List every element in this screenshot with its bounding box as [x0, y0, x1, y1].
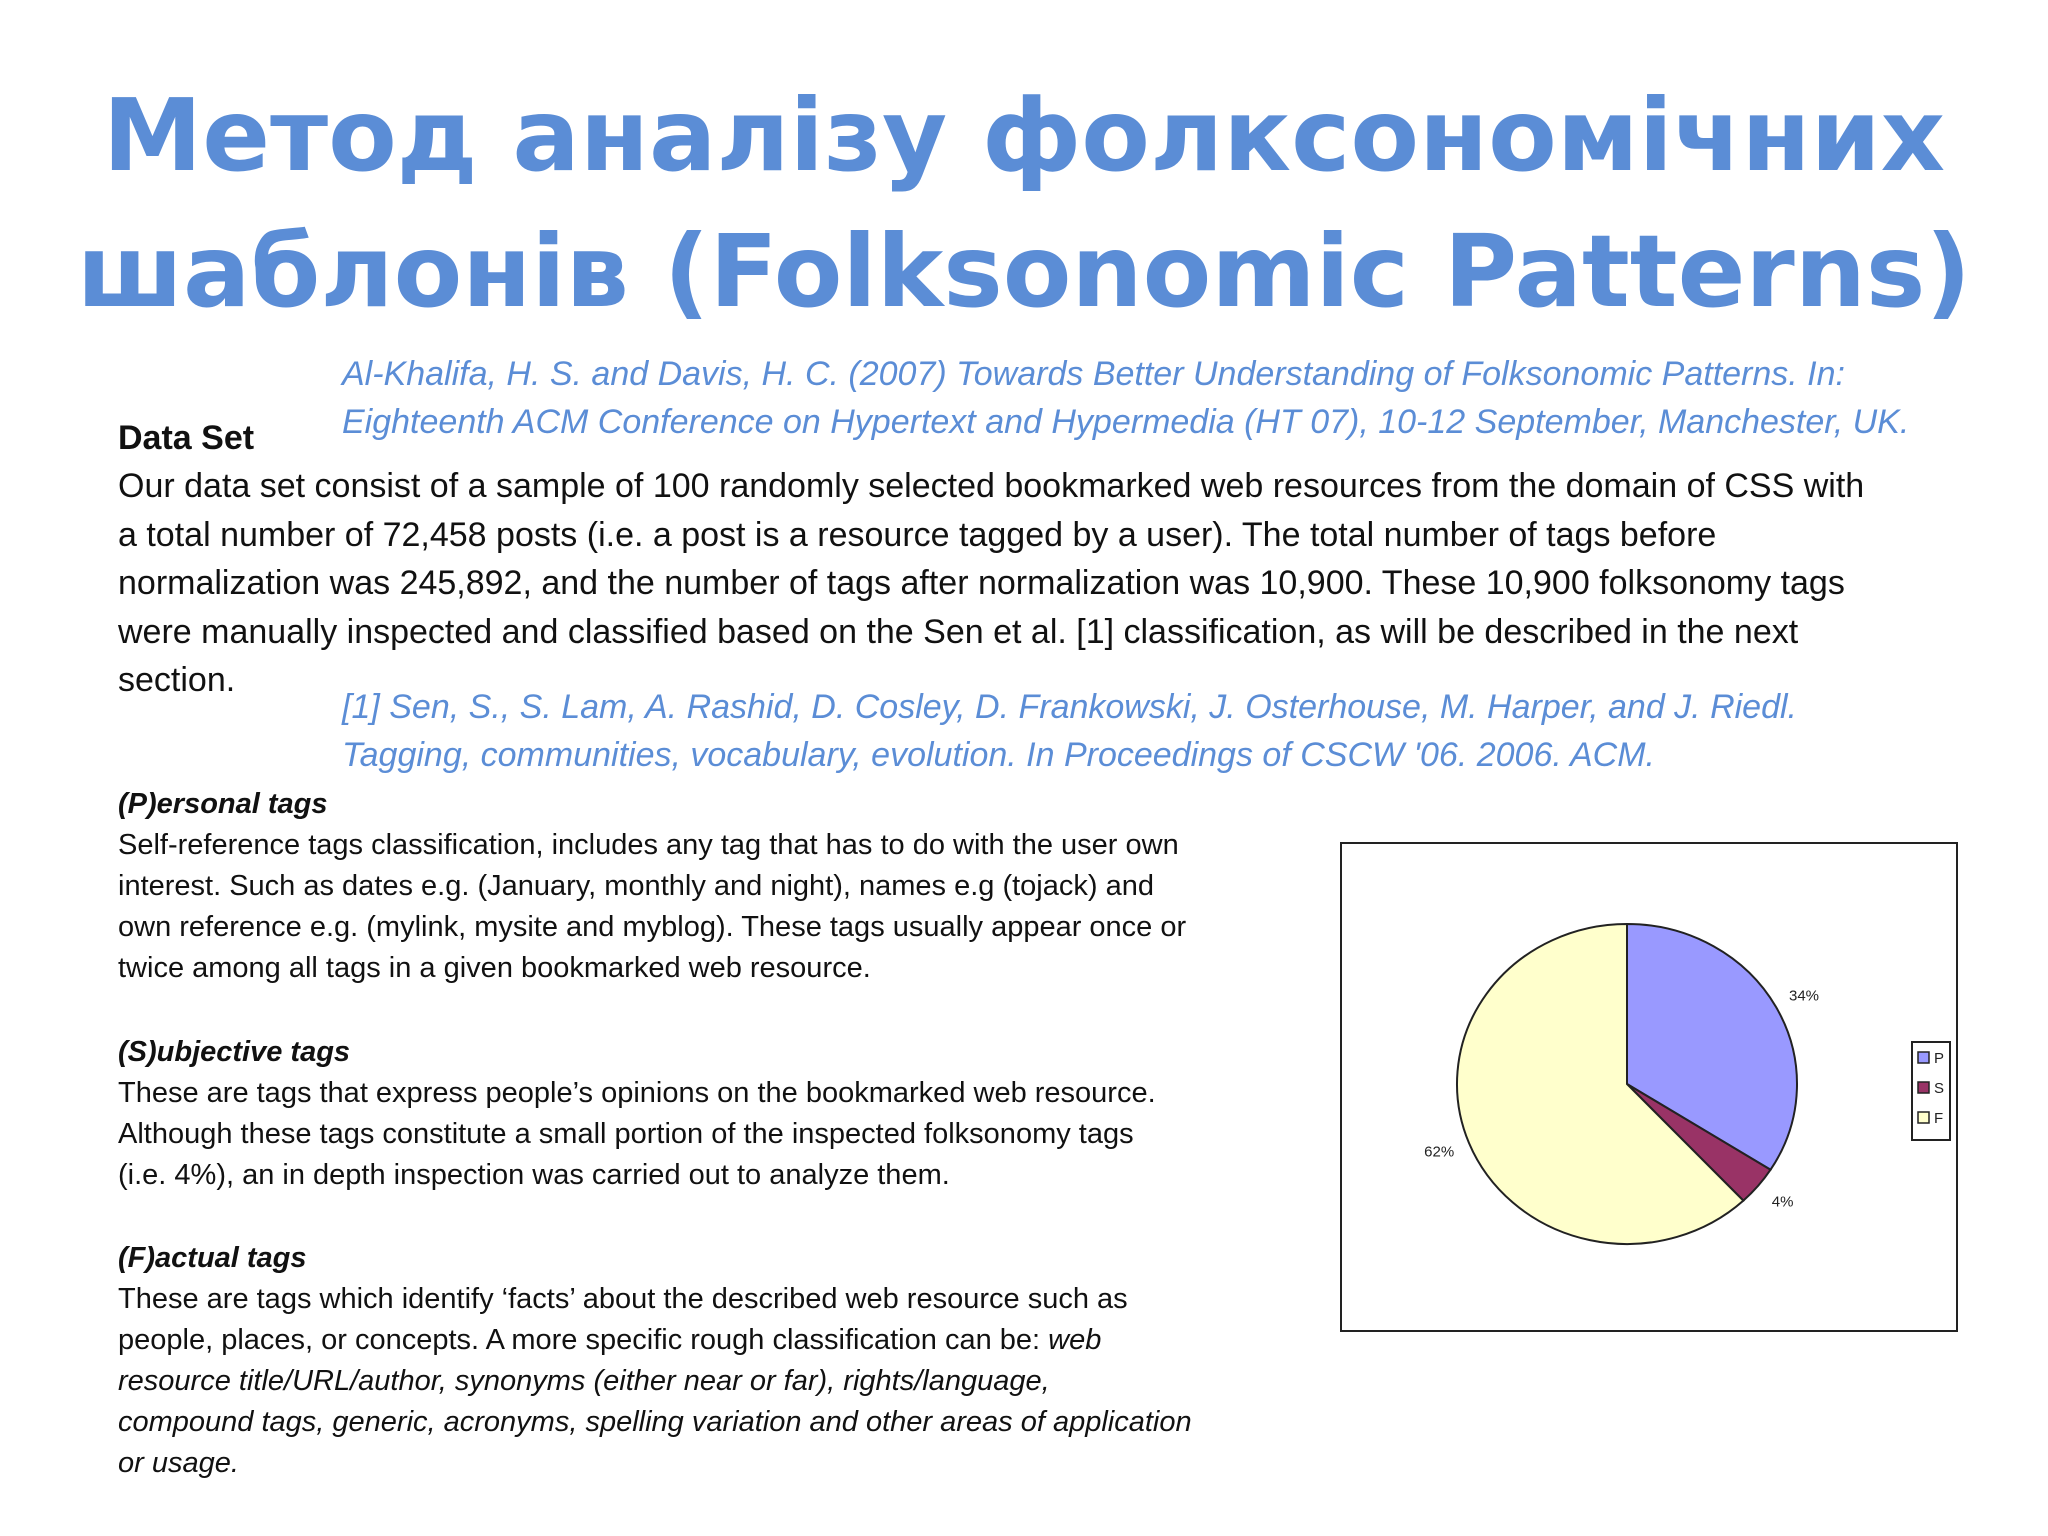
- paper-citation-line-1: Al-Khalifa, H. S. and Davis, H. C. (2007) Towards Better Understanding of Folksonomic Patterns. In:: [342, 355, 1845, 393]
- factual-tags-line-plain: people, places, or concepts. A more specific rough classification can be:: [118, 1324, 1049, 1356]
- subjective-tags-line: Although these tags constitute a small portion of the inspected folksonomy tags: [118, 1118, 1134, 1150]
- page-title: [0, 68, 2048, 340]
- pie-legend-label-s: S: [1934, 1080, 1945, 1097]
- subjective-tags-line: (i.e. 4%), an in depth inspection was carried out to analyze them.: [118, 1159, 950, 1191]
- personal-tags-heading: (P)ersonal tags: [118, 788, 328, 820]
- data-set-heading: Data Set: [118, 419, 255, 457]
- personal-tags-line: Self-reference tags classification, includes any tag that has to do with the user own: [118, 829, 1179, 861]
- pie-legend-swatch-f: [1918, 1112, 1929, 1123]
- factual-tags-line: [118, 1320, 1308, 1361]
- personal-tags-line: interest. Such as dates e.g. (January, monthly and night), names e.g (tojack) and: [118, 870, 1154, 902]
- paper-citation: [342, 350, 1909, 446]
- data-set-line: Our data set consist of a sample of 100 randomly selected bookmarked web resources from the domain of CSS with: [118, 467, 1865, 505]
- title-line-1: Метод аналізу фолксономічних: [102, 77, 1946, 194]
- data-set-paragraph: [118, 462, 2008, 705]
- pie-legend-swatch-p: [1918, 1052, 1929, 1063]
- paper-citation-line-2: Eighteenth ACM Conference on Hypertext and Hypermedia (HT 07), 10-12 September, Manchester, UK.: [342, 403, 1910, 441]
- pie-legend-swatch-s: [1918, 1082, 1929, 1093]
- factual-tags-line-italic: web: [1048, 1324, 1102, 1356]
- reference-citation: [342, 683, 1797, 779]
- subjective-tags-section: [118, 1032, 1308, 1196]
- personal-tags-line: own reference e.g. (mylink, mysite and myblog). These tags usually appear once or: [118, 911, 1187, 943]
- factual-tags-line: These are tags which identify ‘facts’ about the described web resource such as: [118, 1283, 1128, 1315]
- pie-legend-label-p: P: [1934, 1050, 1945, 1067]
- factual-tags-italic-line: or usage.: [118, 1447, 239, 1479]
- data-set-line: normalization was 245,892, and the number of tags after normalization was 10,900. These 10,900 folksonomy tags: [118, 564, 1845, 602]
- factual-tags-italic-line: compound tags, generic, acronyms, spelling variation and other areas of application: [118, 1406, 1192, 1438]
- factual-tags-italic-line: resource title/URL/author, synonyms (either near or far), rights/language,: [118, 1365, 1050, 1397]
- factual-tags-section: [118, 1238, 1308, 1484]
- pie-label-p: 34%: [1788, 987, 1820, 1005]
- pie-chart-svg: [1342, 844, 1956, 1330]
- pie-label-f: 62%: [1424, 1143, 1455, 1161]
- subjective-tags-heading: (S)ubjective tags: [118, 1036, 351, 1068]
- data-set-line: a total number of 72,458 posts (i.e. a post is a resource tagged by a user). The total number of tags before: [118, 515, 1717, 554]
- data-set-line: section.: [118, 661, 236, 699]
- subjective-tags-line: These are tags that express people’s opinions on the bookmarked web resource.: [118, 1077, 1156, 1109]
- factual-tags-heading: (F)actual tags: [118, 1242, 307, 1274]
- reference-citation-line-1: [1] Sen, S., S. Lam, A. Rashid, D. Cosley, D. Frankowski, J. Osterhouse, M. Harper, and J. Riedl.: [342, 688, 1797, 726]
- tag-distribution-pie-chart: [1340, 842, 1958, 1332]
- title-line-2: шаблонів (Folksonomic Patterns): [76, 213, 1972, 330]
- data-set-line: were manually inspected and classified based on the Sen et al. [1] classification, as will be described in the next: [118, 612, 1799, 651]
- personal-tags-line: twice among all tags in a given bookmarked web resource.: [118, 952, 871, 984]
- pie-legend-label-f: F: [1934, 1110, 1944, 1127]
- reference-citation-line-2: Tagging, communities, vocabulary, evolution. In Proceedings of CSCW '06. 2006. ACM.: [342, 736, 1656, 774]
- pie-label-s: 4%: [1771, 1193, 1794, 1211]
- personal-tags-section: [118, 784, 1308, 989]
